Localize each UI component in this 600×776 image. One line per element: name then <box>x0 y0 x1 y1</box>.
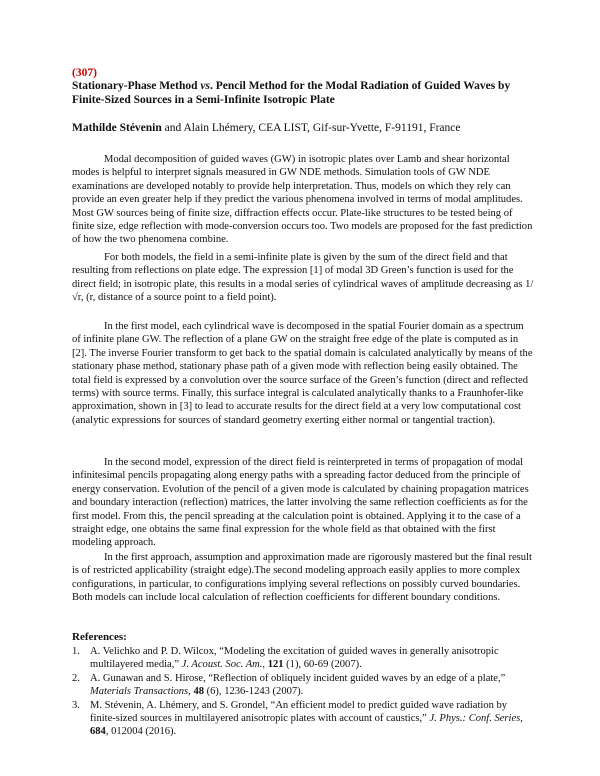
title-part-1: Stationary-Phase Method <box>72 80 201 92</box>
reference-volume: 48 <box>193 686 204 698</box>
reference-rest: , 012004 (2016). <box>105 726 177 738</box>
co-authors-affiliation: and Alain Lhémery, CEA LIST, Gif-sur-Yvette, F-91191, France <box>161 122 461 134</box>
reference-journal: J. Acoust. Soc. Am. <box>181 659 263 671</box>
author-line <box>72 121 542 135</box>
reference-journal: Materials Transactions <box>90 686 189 698</box>
body-paragraph-5 <box>72 551 534 605</box>
paragraph-text: Modal decomposition of guided waves (GW) in isotropic plates over Lamb and shear horizontal modes is helpful to interpret signals measured in GW NDE methods. Simulation tools of GW NDE examinations are developed notably to provide help interpretation. Thus, models on which they rely can provide an even greater help if they predict the various phenomena involved in terms of modal amplitudes. Most GW sources being of finite size, diffraction effects occur. Plate-like structures to be tested being of finite size, edge reflection with mode-conversion occurs too. Two models are proposed for the fast prediction of how the two phenomena combine. <box>72 154 533 246</box>
references-list <box>72 645 534 739</box>
reference-text: A. Gunawan and S. Hirose, “Reflection of obliquely incident guided waves by an edge of a plate,” <box>90 672 506 684</box>
reference-sep: , <box>262 659 268 671</box>
reference-item <box>72 672 534 699</box>
paragraph-text: For both models, the field in a semi-infinite plate is given by the sum of the direct field and that resulting from reflections on plate edge. The expression [1] of modal 3D Green’s function is used for the direct field; in isotropic plate, this results in a modal series of cylindrical waves of amplitude decreasing as 1/√r, (r, distance of a source point to a field point). <box>72 252 534 304</box>
paragraph-text: In the first model, each cylindrical wave is decomposed in the spatial Fourier domain as a spectrum of infinite plane GW. The reflection of a plane GW on the straight free edge of the plate is computed as in [2]. The inverse Fourier transform to get back to the spatial domain is calculated analytically by means of the stationary phase method, stationary phase path of a given mode with reflection being easily obtained. The total field is expressed by a convolution over the source surface of the Green’s function (direct and reflected terms) with source terms. Finally, this surface integral is calculated analytically thanks to a Fraunhofer-like approximation, shown in [3] to lead to accurate results for the direct field at a very low computational cost (analytic expressions for sources of standard geometry exerting either normal or tangential traction). <box>72 321 533 426</box>
reference-number: 1. <box>72 646 80 657</box>
reference-text: M. Stévenin, A. Lhémery, and S. Grondel, “An efficient model to predict guided wave radiation by finite-sized sources in multilayered anisotropic plates with account of caustics,” <box>90 699 508 725</box>
body-paragraph-4 <box>72 456 534 550</box>
abstract-number: (307) <box>72 67 97 79</box>
presenting-author: Mathilde Stévenin <box>72 122 162 134</box>
reference-rest: (1), 60-69 (2007). <box>283 659 362 671</box>
paragraph-text: In the second model, expression of the direct field is reinterpreted in terms of propagation of modal infinitesimal pencils propagating along energy paths with a spreading factor deduced from the principle of energy conservation. Evolution of the pencil of a given mode is calculated by chaining propagation matrices and boundary interaction (reflection) matrices, the latter involving the same reflection coefficients as for the first model. From this, the pencil spreading at the calculation point is obtained. Applying it to the case of a straight edge, one obtains the same final expression for the whole field as that obtained with the first modeling approach. <box>72 457 529 549</box>
body-paragraph-2 <box>72 251 534 305</box>
reference-volume: 684 <box>90 726 106 738</box>
paper-title <box>72 79 534 107</box>
reference-number: 3. <box>72 699 80 711</box>
reference-journal: J. Phys.: Conf. Series <box>429 713 521 725</box>
reference-text: A. Velichko and P. D. Wilcox, “Modeling the excitation of guided waves in generally anisotropic multilayered media,” <box>90 646 499 671</box>
reference-item <box>72 699 534 739</box>
reference-sep: , <box>188 686 194 698</box>
reference-rest: (6), 1236-1243 (2007). <box>203 686 304 698</box>
reference-sep: , <box>520 713 523 725</box>
body-paragraph-3 <box>72 320 534 427</box>
body-paragraph-1 <box>72 153 534 247</box>
title-vs: vs <box>200 80 211 92</box>
paragraph-text: In the first approach, assumption and approximation made are rigorously mastered but the final result is of restricted applicability (straight edge).The second modeling approach easily applies to more complex configurations, in particular, to configurations implying several reflections on possibly curved boundaries. Both models can include local calculation of reflection coefficients for different boundary conditions. <box>72 552 532 604</box>
reference-number: 2. <box>72 672 80 684</box>
reference-volume: 121 <box>267 659 284 671</box>
reference-item <box>72 645 534 672</box>
references-heading: References: <box>72 631 127 643</box>
title-part-2: . Pencil Method for the Modal Radiation of Guided Waves by Finite-Sized Sources in a Semi-Infinite Isotropic Plate <box>72 80 511 106</box>
